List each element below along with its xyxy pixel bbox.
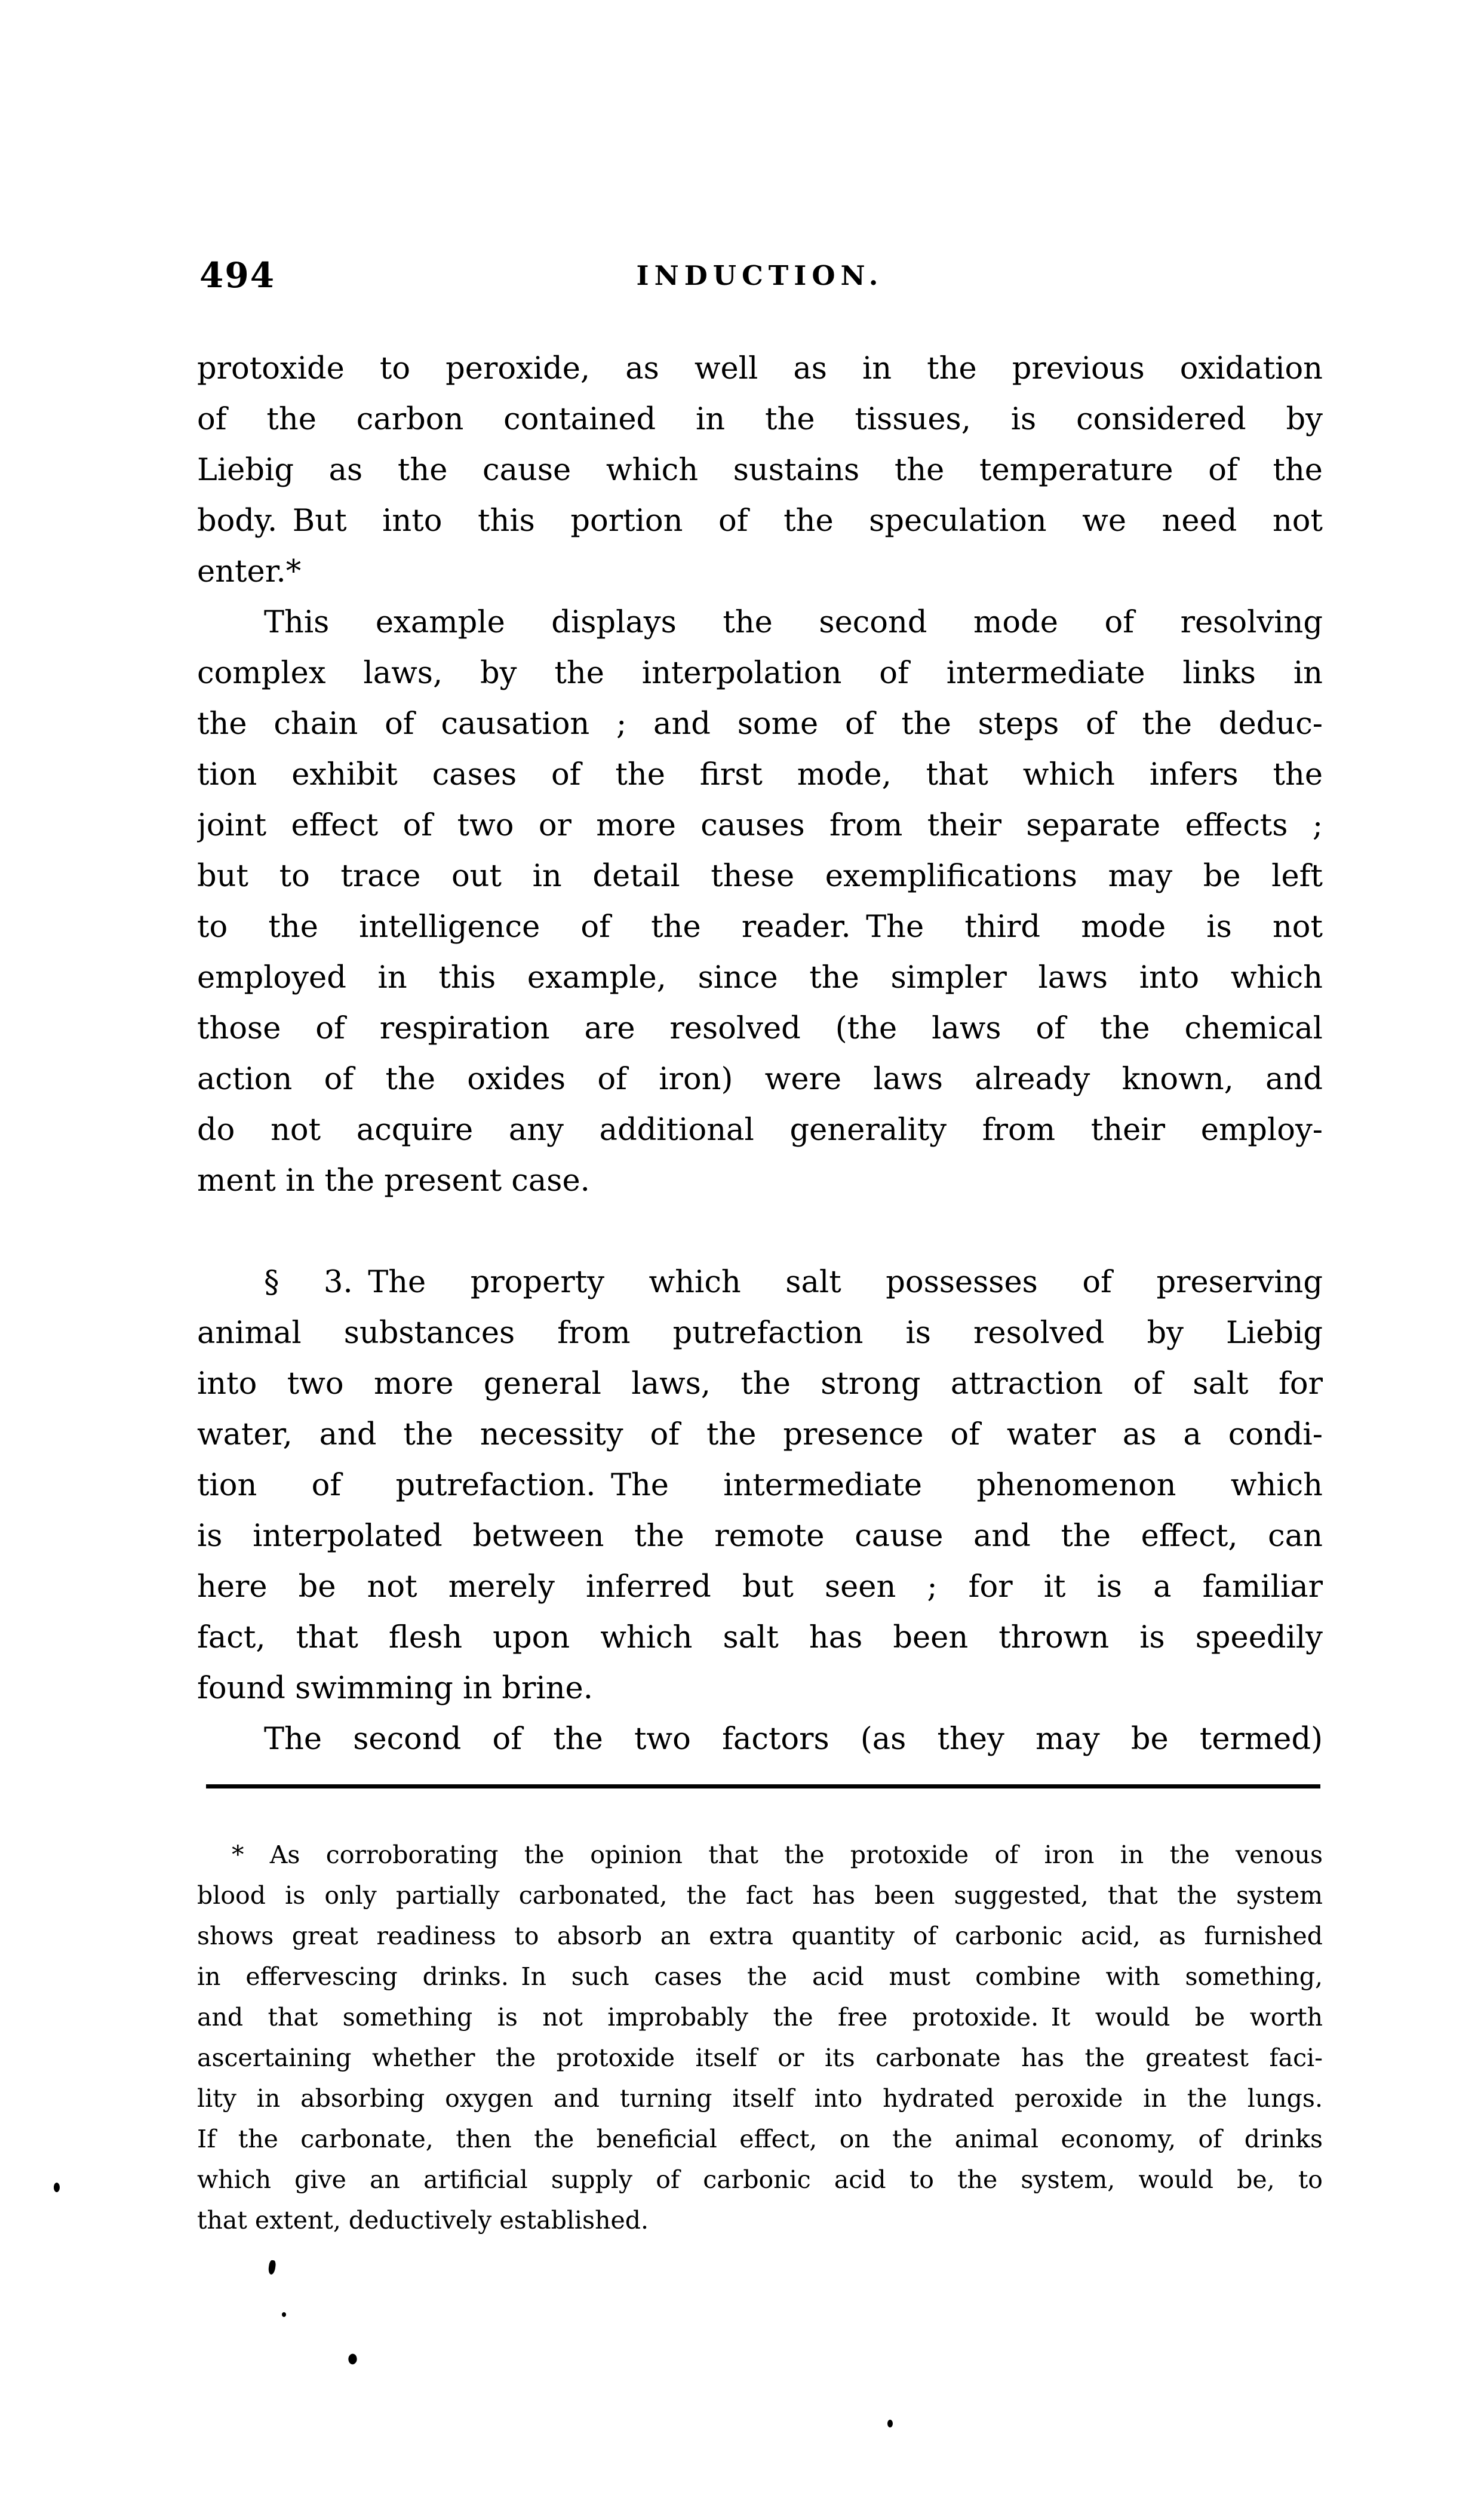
text-line: complex laws, by the interpolation of intermediate links in: [197, 656, 1323, 691]
page-number: 494: [199, 255, 276, 296]
text-line: joint effect of two or more causes from their separate effects ;: [197, 808, 1323, 843]
text-line: § 3. The property which salt possesses of preserving: [264, 1265, 1323, 1300]
page-header: [0, 257, 1481, 299]
text-line: of the carbon contained in the tissues, is considered by: [197, 402, 1323, 437]
footnote-line: If the carbonate, then the beneficial effect, on the animal economy, of drinks: [197, 2125, 1323, 2153]
footnote-line: in effervescing drinks. In such cases the acid must combine with something,: [197, 1962, 1323, 1991]
text-line: tion of putrefaction. The intermediate phenomenon which: [197, 1468, 1323, 1503]
text-line: This example displays the second mode of resolving: [264, 605, 1323, 640]
text-line: tion exhibit cases of the first mode, that which infers the: [197, 757, 1323, 792]
footnote-divider: [206, 1784, 1320, 1788]
footnote-text: [197, 1834, 1323, 2241]
text-line: ment in the present case.: [197, 1163, 590, 1198]
text-line: protoxide to peroxide, as well as in the previous oxidation: [197, 351, 1323, 386]
footnote-line: * As corroborating the opinion that the protoxide of iron in the venous: [232, 1840, 1323, 1869]
ink-speck: [346, 2353, 359, 2366]
footnote-line: blood is only partially carbonated, the fact has been suggested, that the system: [197, 1881, 1323, 1910]
text-line: action of the oxides of iron) were laws already known, and: [197, 1062, 1323, 1097]
ink-speck: [54, 2183, 60, 2192]
text-line: Liebig as the cause which sustains the temperature of the: [197, 453, 1323, 488]
footnote-line: which give an artificial supply of carbonic acid to the system, would be, to: [197, 2165, 1323, 2194]
running-title: INDUCTION.: [636, 260, 884, 291]
body-text: [197, 343, 1323, 1765]
footnote-line: shows great readiness to absorb an extra quantity of carbonic acid, as furnished: [197, 1922, 1323, 1950]
text-line: The second of the two factors (as they may be termed): [264, 1722, 1323, 1757]
text-line: employed in this example, since the simpler laws into which: [197, 960, 1323, 995]
footnote-line: lity in absorbing oxygen and turning itself into hydrated peroxide in the lungs.: [197, 2084, 1323, 2113]
text-line: do not acquire any additional generality from their employ-: [197, 1113, 1323, 1148]
text-line: water, and the necessity of the presence of water as a condi-: [197, 1417, 1323, 1452]
text-line: those of respiration are resolved (the laws of the chemical: [197, 1011, 1323, 1046]
ink-speck: [282, 2312, 286, 2317]
text-line: body. But into this portion of the speculation we need not: [197, 503, 1323, 539]
text-line: into two more general laws, the strong attraction of salt for: [197, 1366, 1323, 1402]
footnote-line: ascertaining whether the protoxide itself or its carbonate has the greatest faci-: [197, 2043, 1323, 2072]
text-line: animal substances from putrefaction is resolved by Liebig: [197, 1316, 1323, 1351]
text-line: here be not merely inferred but seen ; for it is a familiar: [197, 1569, 1323, 1605]
text-line: enter.*: [197, 554, 302, 589]
text-line: fact, that flesh upon which salt has been thrown is speedily: [197, 1620, 1323, 1655]
text-line: is interpolated between the remote cause and the effect, can: [197, 1519, 1323, 1554]
text-line: but to trace out in detail these exemplifications may be left: [197, 859, 1323, 894]
text-line: found swimming in brine.: [197, 1671, 593, 1706]
footnote-line: that extent, deductively established.: [197, 2206, 649, 2235]
ink-speck: [887, 2420, 893, 2427]
footnote-line: and that something is not improbably the free protoxide. It would be worth: [197, 2003, 1323, 2032]
ink-speck: [268, 2260, 276, 2275]
text-line: the chain of causation ; and some of the steps of the deduc-: [197, 706, 1323, 742]
text-line: to the intelligence of the reader. The third mode is not: [197, 909, 1323, 945]
